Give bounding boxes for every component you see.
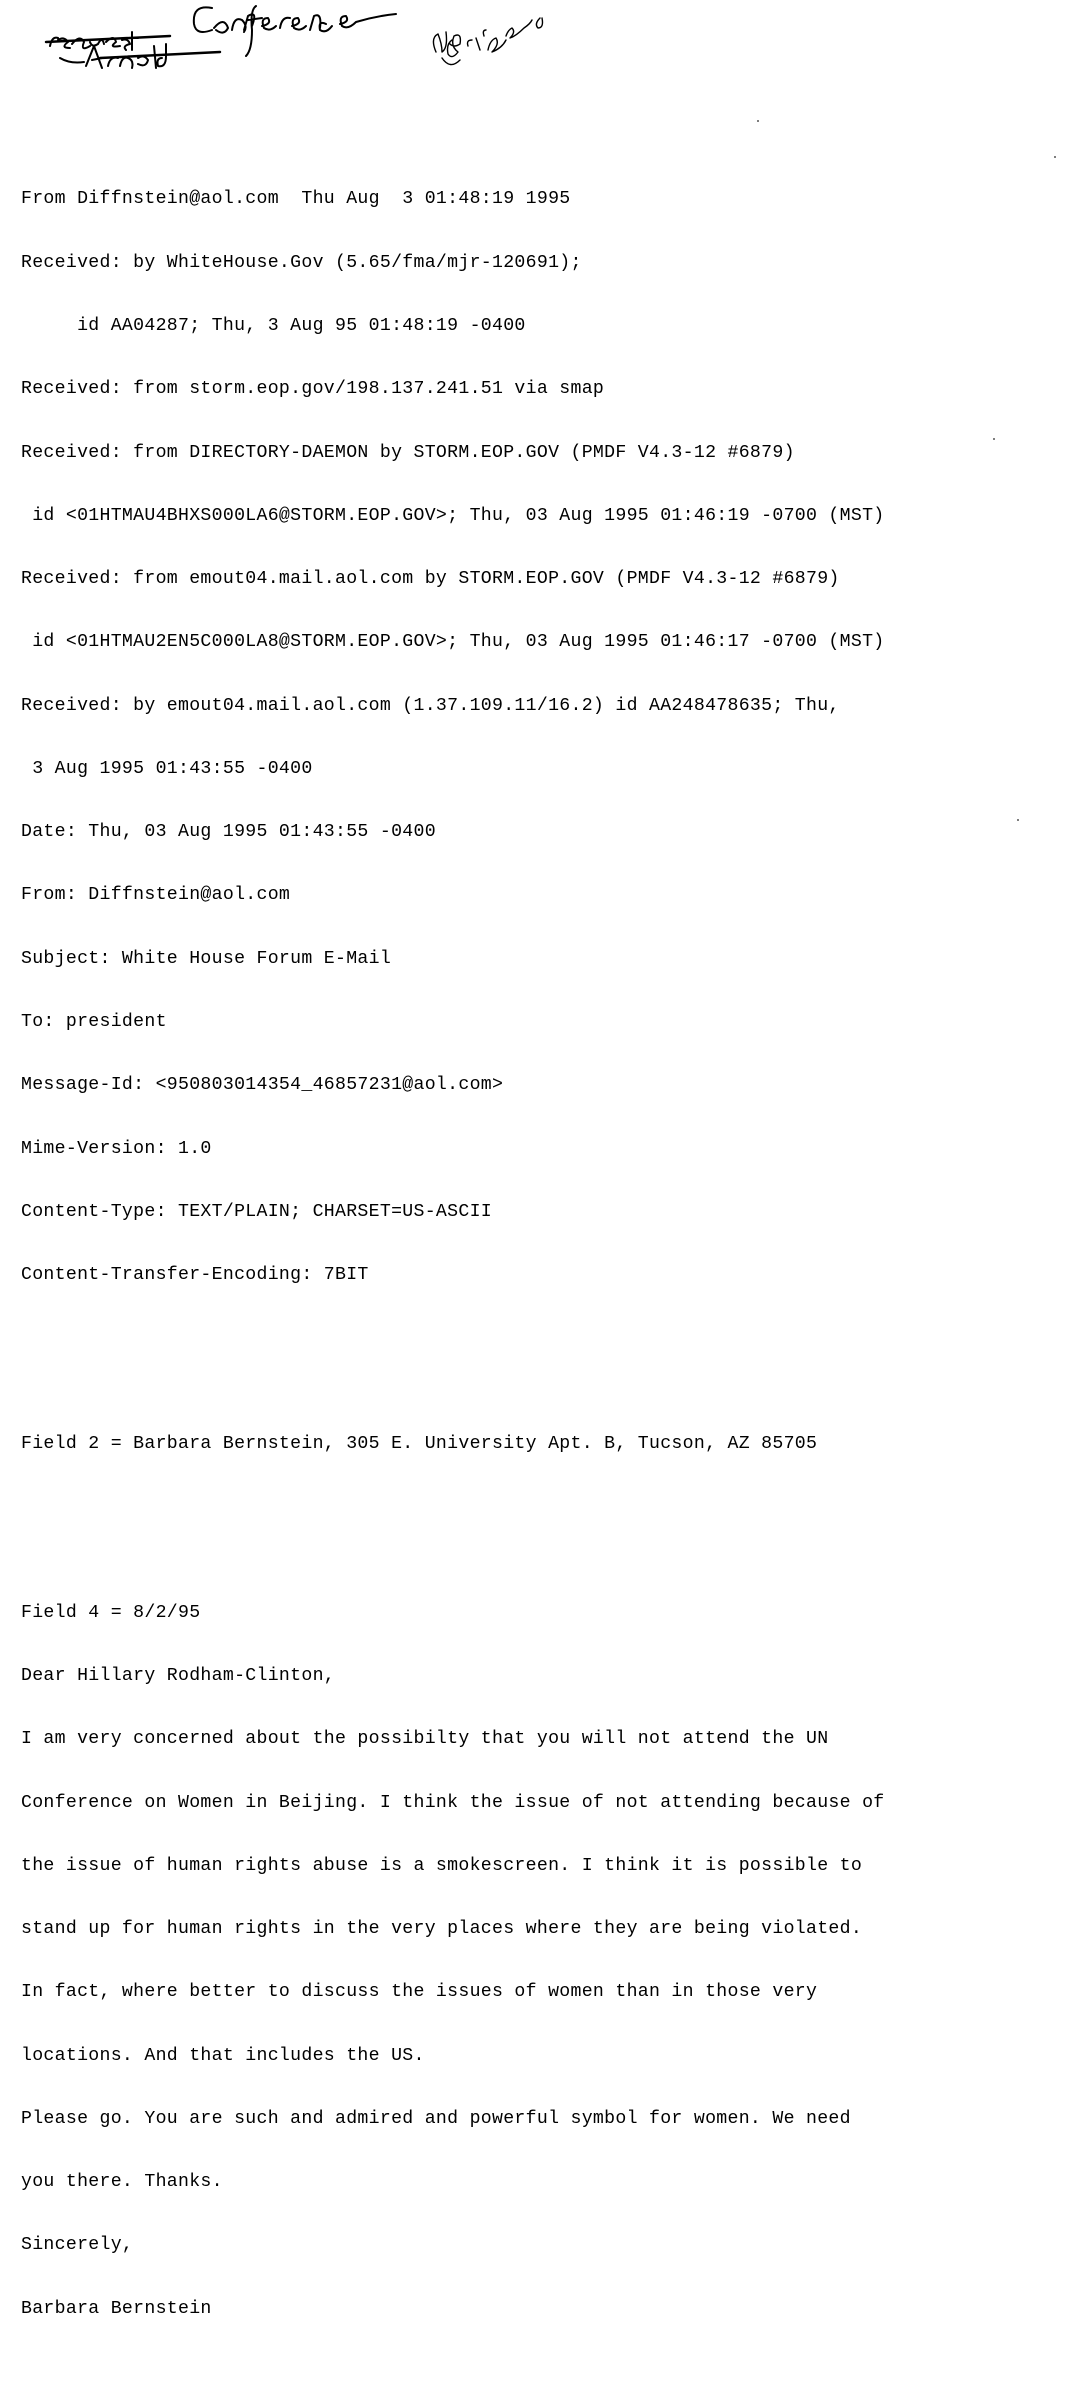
field-2-line: Field 2 = Barbara Bernstein, 305 E. University Apt. B, Tucson, AZ 85705: [21, 1433, 818, 1454]
email-header-block: [21, 147, 1061, 1328]
body-line: you there. Thanks.: [21, 2172, 223, 2193]
blank-line: [21, 1371, 1061, 1392]
content-transfer-encoding-line: Content-Transfer-Encoding: 7BIT: [21, 1265, 369, 1286]
header-line: Received: from emout04.mail.aol.com by STORM.EOP.GOV (PMDF V4.3-12 #6879): [21, 569, 840, 590]
mime-version-line: Mime-Version: 1.0: [21, 1138, 212, 1159]
signature-name-line: Barbara Bernstein: [21, 2298, 212, 2319]
handwritten-annotations: [0, 0, 1076, 100]
body-line: the issue of human rights abuse is a smokescreen. I think it is possible to: [21, 1855, 863, 1876]
body-line: Conference on Women in Beijing. I think the issue of not attending because of: [21, 1792, 885, 1813]
handwritten-word-request: [46, 32, 170, 50]
header-line: id <01HTMAU2EN5C000LA8@STORM.EOP.GOV>; Thu, 03 Aug 1995 01:46:17 -0700 (MST): [21, 632, 885, 653]
body-line: Please go. You are such and admired and powerful symbol for women. We need: [21, 2108, 851, 2129]
from-line: From: Diffnstein@aol.com: [21, 885, 291, 906]
date-line: Date: Thu, 03 Aug 1995 01:43:55 -0400: [21, 822, 436, 843]
body-line: stand up for human rights in the very places where they are being violated.: [21, 1919, 863, 1940]
header-line: Received: by emout04.mail.aol.com (1.37.109.11/16.2) id AA248478635; Thu,: [21, 695, 840, 716]
handwritten-word-conference: [194, 6, 396, 56]
header-line: Received: by WhiteHouse.Gov (5.65/fma/mjr-120691);: [21, 252, 582, 273]
message-id-line: Message-Id: <950803014354_46857231@aol.com>: [21, 1075, 504, 1096]
closing-line: Sincerely,: [21, 2235, 134, 2256]
header-line: Received: from DIRECTORY-DAEMON by STORM.EOP.GOV (PMDF V4.3-12 #6879): [21, 442, 795, 463]
header-line: 3 Aug 1995 01:43:55 -0400: [21, 758, 313, 779]
header-line: From Diffnstein@aol.com Thu Aug 3 01:48:19 1995: [21, 189, 571, 210]
header-line: id AA04287; Thu, 3 Aug 95 01:48:19 -0400: [21, 315, 526, 336]
subject-line: Subject: White House Forum E-Mail: [21, 948, 392, 969]
body-line: In fact, where better to discuss the issues of women than in those very: [21, 1982, 818, 2003]
to-line: To: president: [21, 1012, 167, 1033]
field-4-line: Field 4 = 8/2/95: [21, 1602, 201, 1623]
handwritten-word-un-beijing: [433, 18, 542, 65]
header-line: id <01HTMAU4BHXS000LA6@STORM.EOP.GOV>; Thu, 03 Aug 1995 01:46:19 -0700 (MST): [21, 505, 885, 526]
salutation-line: Dear Hillary Rodham-Clinton,: [21, 1665, 335, 1686]
content-type-line: Content-Type: TEXT/PLAIN; CHARSET=US-ASCII: [21, 1201, 492, 1222]
body-line: I am very concerned about the possibilty that you will not attend the UN: [21, 1729, 829, 1750]
email-printout: [21, 105, 1061, 2404]
email-body-block: [21, 1560, 1061, 2362]
header-line: Received: from storm.eop.gov/198.137.241.51 via smap: [21, 379, 605, 400]
blank-line: [21, 1497, 1061, 1518]
body-line: locations. And that includes the US.: [21, 2045, 425, 2066]
